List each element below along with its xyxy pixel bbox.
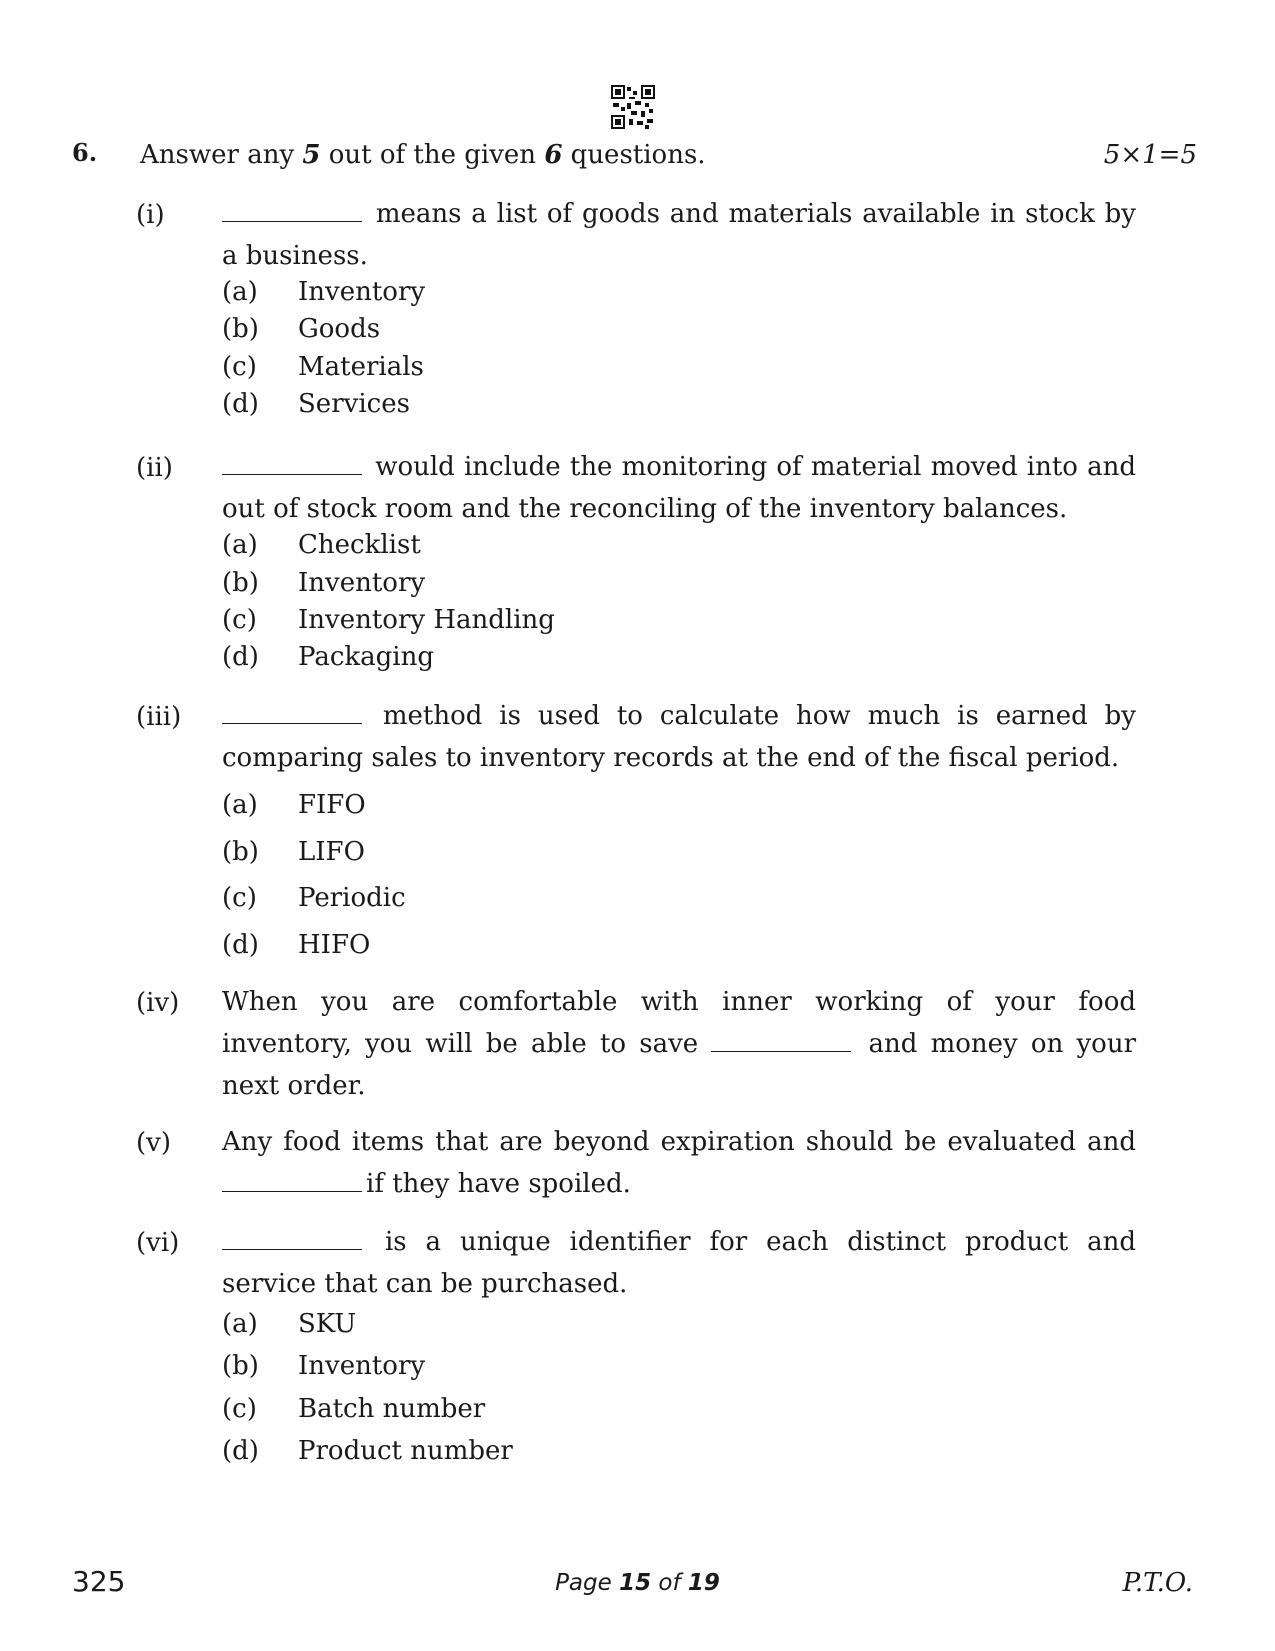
option: (c) Materials	[222, 352, 424, 382]
option: (c) Inventory Handling	[222, 605, 555, 635]
marks-allocation: 5×1=5	[1103, 140, 1197, 170]
question-stem: When you are comfortable with inner working of your food inventory, you will be able to save and money on your next order.	[222, 987, 1137, 1101]
subquestion-label: (iii)	[136, 702, 182, 732]
subquestion-label: (i)	[136, 200, 165, 230]
subquestion-label: (ii)	[136, 453, 173, 483]
option: (c) Periodic	[222, 883, 406, 913]
qr-code-icon	[611, 85, 655, 129]
page-number: Page 15 of 19	[555, 1570, 720, 1596]
answer-blank	[222, 697, 362, 724]
subquestion-label: (vi)	[136, 1228, 180, 1258]
question-stem: is a unique identifier for each distinct product and service that can be purchased.	[222, 1221, 1136, 1305]
option: (a) Inventory	[222, 277, 426, 307]
option: (c) Batch number	[222, 1394, 486, 1424]
question-stem: Any food items that are beyond expiration should be evaluated and if they have spoiled.	[222, 1127, 1136, 1199]
option: (b) LIFO	[222, 837, 365, 867]
question-stem: means a list of goods and materials available in stock by a business.	[222, 193, 1136, 277]
option: (d) Packaging	[222, 642, 434, 672]
option: (b) Inventory	[222, 568, 426, 598]
pto-label: P.T.O.	[1122, 1568, 1193, 1598]
answer-blank	[222, 195, 362, 222]
option: (a) SKU	[222, 1309, 357, 1339]
question-instruction: Answer any 5 out of the given 6 questions.	[140, 140, 706, 170]
answer-blank	[222, 1165, 362, 1192]
question-number: 6.	[72, 138, 98, 167]
subquestion-label: (iv)	[136, 988, 180, 1018]
subquestion-label: (v)	[136, 1128, 171, 1158]
paper-code: 325	[72, 1565, 126, 1598]
option: (a) Checklist	[222, 530, 421, 560]
option: (d) Services	[222, 389, 410, 419]
answer-blank	[222, 1223, 362, 1250]
answer-blank	[222, 448, 362, 475]
option: (d) Product number	[222, 1436, 513, 1466]
option: (b) Goods	[222, 314, 381, 344]
question-stem: would include the monitoring of material moved into and out of stock room and the reconciling of the inventory balances.	[222, 446, 1136, 530]
answer-blank	[711, 1025, 851, 1052]
option: (a) FIFO	[222, 790, 366, 820]
option: (d) HIFO	[222, 930, 371, 960]
option: (b) Inventory	[222, 1351, 426, 1381]
question-stem: method is used to calculate how much is earned by comparing sales to inventory records at the end of the fiscal period.	[222, 695, 1136, 779]
